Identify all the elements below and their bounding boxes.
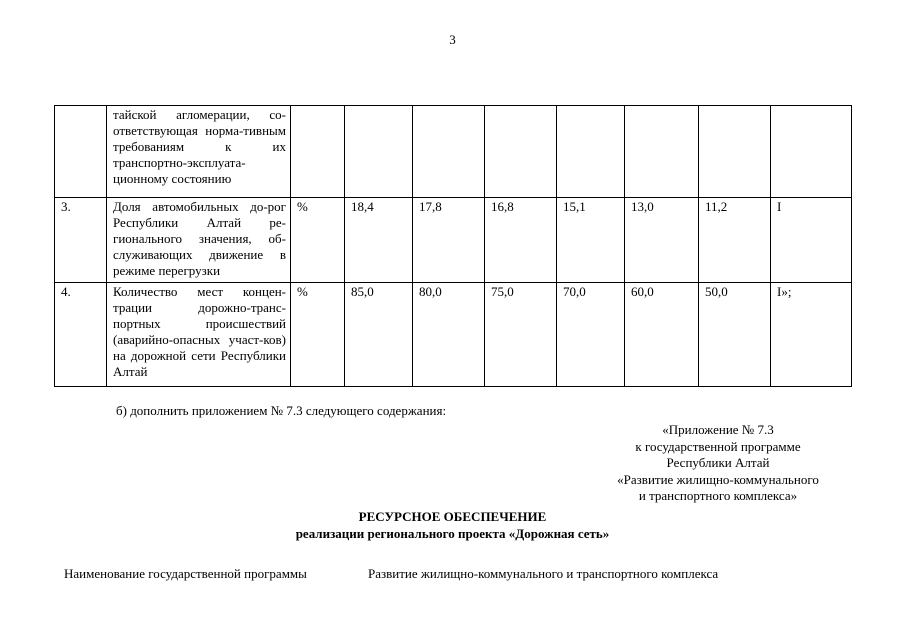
row-unit — [291, 106, 345, 198]
row-description: тайской агломерации, со-ответствующая норма-тивным требованиям к их транспортно-эксплуата-ционному состоянию — [107, 106, 291, 198]
row-value: 50,0 — [699, 283, 771, 387]
table-row — [55, 283, 852, 387]
resource-title: РЕСУРСНОЕ ОБЕСПЕЧЕНИЕ — [358, 509, 547, 524]
row-note: I — [771, 198, 852, 283]
row-value: 13,0 — [625, 198, 699, 283]
row-value: 17,8 — [413, 198, 485, 283]
page-number: 3 — [449, 32, 456, 47]
appendix-header — [598, 422, 838, 505]
resource-subtitle: реализации регионального проекта «Дорожная сеть» — [295, 526, 610, 541]
row-unit: % — [291, 198, 345, 283]
row-number: 3. — [55, 198, 107, 283]
row-value: 60,0 — [625, 283, 699, 387]
row-description: Количество мест концен-трации дорожно-транс-портных происшествий (аварийно-опасных участ-ков) на дорожной сети Республики Алтай — [107, 283, 291, 387]
appendix-line: и транспортного комплекса» — [638, 488, 798, 503]
program-value: Развитие жилищно-коммунального и транспортного комплекса — [368, 566, 719, 581]
table-row — [55, 106, 852, 198]
amendment-text: б) дополнить приложением № 7.3 следующего содержания: — [116, 403, 447, 418]
row-unit: % — [291, 283, 345, 387]
row-note: I»; — [771, 283, 852, 387]
row-value: 11,2 — [699, 198, 771, 283]
row-number — [55, 106, 107, 198]
row-value: 16,8 — [485, 198, 557, 283]
row-value: 70,0 — [557, 283, 625, 387]
row-value: 80,0 — [413, 283, 485, 387]
row-value — [557, 106, 625, 198]
appendix-line: к государственной программе — [635, 438, 801, 454]
row-value: 15,1 — [557, 198, 625, 283]
indicators-table — [54, 105, 852, 387]
row-value — [345, 106, 413, 198]
row-value — [485, 106, 557, 198]
row-description: Доля автомобильных до-рог Республики Алтай ре-гионального значения, об-служивающих движение в режиме перегрузки — [107, 198, 291, 283]
row-value: 75,0 — [485, 283, 557, 387]
appendix-line: «Приложение № 7.3 — [662, 422, 774, 437]
program-label: Наименование государственной программы — [64, 566, 307, 581]
appendix-line: «Развитие жилищно-коммунального — [617, 471, 819, 487]
row-value: 18,4 — [345, 198, 413, 283]
appendix-line: Республики Алтай — [666, 455, 770, 470]
row-value — [699, 106, 771, 198]
row-note — [771, 106, 852, 198]
row-value — [625, 106, 699, 198]
row-value: 85,0 — [345, 283, 413, 387]
row-value — [413, 106, 485, 198]
row-number: 4. — [55, 283, 107, 387]
table-row — [55, 198, 852, 283]
